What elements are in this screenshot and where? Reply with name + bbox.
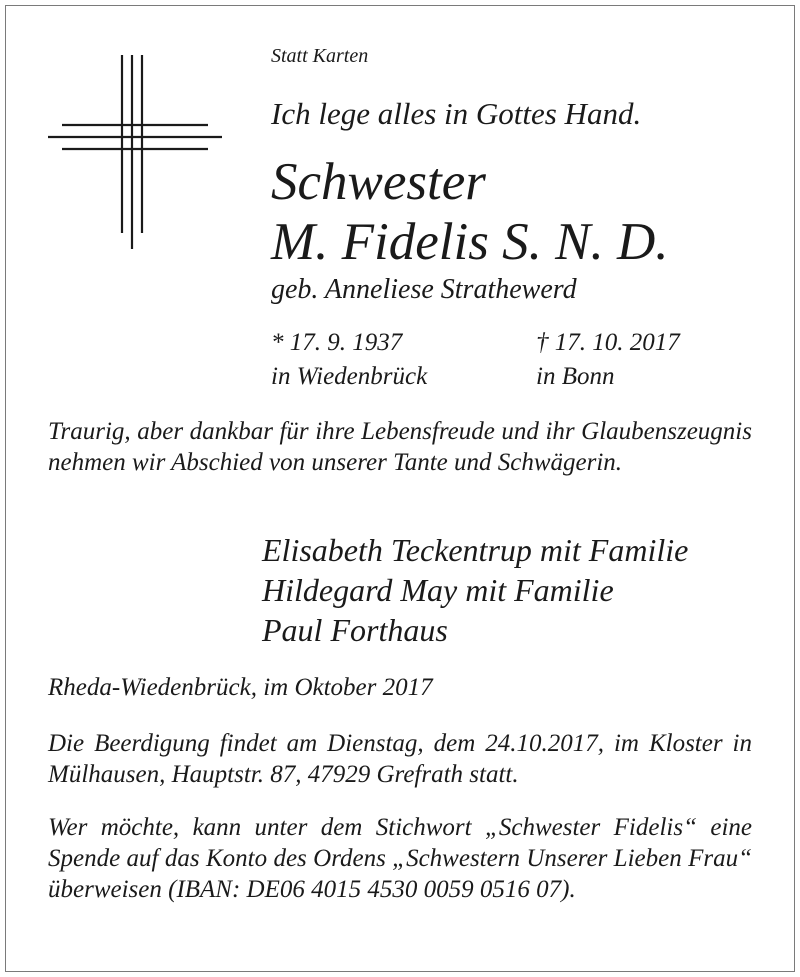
place-date: Rheda-Wiedenbrück, im Oktober 2017 [48,674,433,701]
farewell-paragraph: Traurig, aber dankbar für ihre Lebensfreude und ihr Glaubenszeugnis nehmen wir Abschied von unserer Tante und Schwägerin. [48,418,752,476]
cross-icon [46,53,224,257]
title-line-1: Schwester [271,153,486,211]
donation-paragraph: Wer möchte, kann unter dem Stichwort „Schwester Fidelis“ eine Spende auf das Konto des Ordens „Schwestern Unserer Lieben Frau“ überweisen (IBAN: DE06 4015 4530 0059 0516 07). [48,814,752,903]
statt-karten: Statt Karten [271,45,369,67]
death-place: in Bonn [536,363,615,390]
funeral-paragraph: Die Beerdigung findet am Dienstag, dem 24.10.2017, im Kloster in Mülhausen, Hauptstr. 87, 47929 Grefrath statt. [48,730,752,788]
birth-info [271,326,427,394]
birth-name: geb. Anneliese Strathewerd [271,274,577,305]
birth-place: in Wiedenbrück [271,363,428,390]
mourner-1: Elisabeth Teckentrup mit Familie [262,532,689,568]
death-date: † 17. 10. 2017 [536,329,680,356]
motto: Ich lege alles in Gottes Hand. [271,96,642,131]
mourners-list [262,530,688,650]
title-line-2: M. Fidelis S. N. D. [271,213,669,271]
birth-date: * 17. 9. 1937 [271,329,403,356]
death-info [536,326,680,394]
mourner-2: Hildegard May mit Familie [262,572,614,608]
mourner-3: Paul Forthaus [262,612,448,648]
